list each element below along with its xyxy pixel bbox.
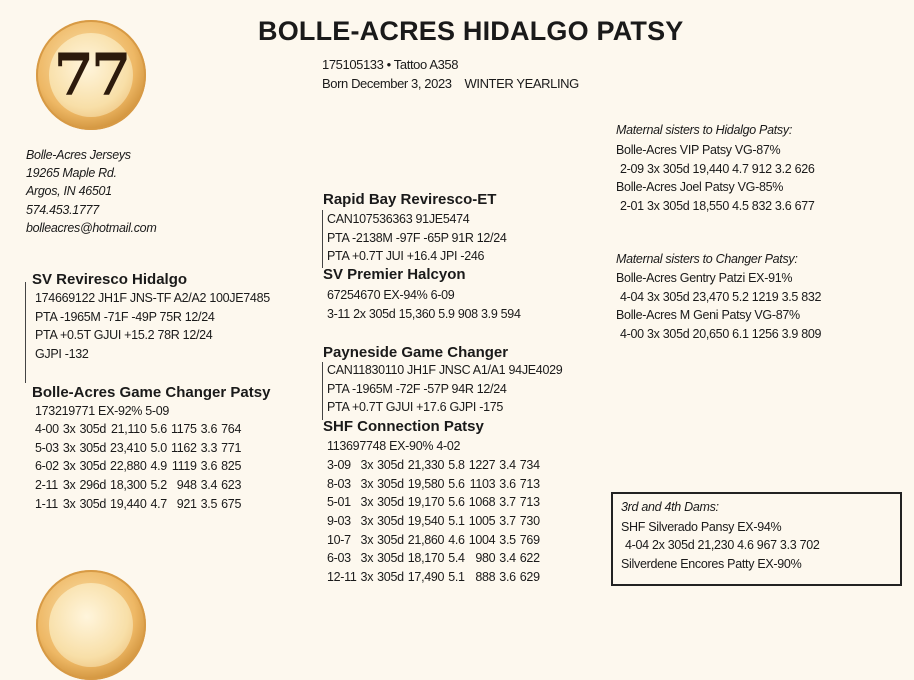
record-cell: 10-7 (327, 532, 351, 547)
record-cell: 3.5 (200, 496, 218, 511)
sire-details (35, 289, 270, 363)
dam-name: Bolle-Acres Game Changer Patsy (32, 384, 271, 401)
record-cell: 3.4 (499, 458, 516, 473)
age-class: WINTER YEARLING (464, 76, 579, 91)
lot-number: 77 (53, 41, 129, 109)
breeder-address: 19265 Maple Rd. (26, 166, 117, 181)
dam-dam-record-row (327, 549, 544, 568)
record-cell: 12-11 (327, 569, 357, 584)
third-dam-record: 4-04 2x 305d 21,230 4.6 967 3.3 702 (625, 538, 820, 552)
record-cell: 305d (79, 440, 107, 455)
record-cell: 18,170 (407, 551, 445, 566)
record-cell: 730 (519, 514, 540, 529)
breeder-name: Bolle-Acres Jerseys (26, 148, 131, 162)
dam-dam-record-row (327, 568, 544, 587)
record-cell: 1175 (170, 422, 197, 437)
sire-sire-line: PTA -2138M -97F -65P 91R 12/24 (327, 230, 507, 245)
dam-dam-record-row (327, 512, 544, 531)
record-cell: 3x (62, 478, 76, 493)
record-cell: 1-11 (35, 496, 58, 511)
record-cell: 3.3 (200, 440, 218, 455)
sister-record: 4-04 3x 305d 23,470 5.2 1219 3.5 832 (620, 289, 822, 304)
record-cell: 305d (377, 514, 404, 529)
record-cell: 305d (377, 476, 404, 491)
record-cell: 713 (519, 495, 540, 510)
sire-dam-line: 67254670 EX-94% 6-09 (327, 288, 455, 302)
record-cell: 888 (475, 569, 496, 584)
record-cell: 4.7 (150, 496, 167, 511)
record-cell: 5.1 (448, 569, 465, 584)
dam-dam-name: SHF Connection Patsy (323, 418, 484, 435)
record-cell: 5-01 (327, 495, 351, 510)
dam-records (35, 420, 245, 513)
record-cell: 5.0 (150, 440, 167, 455)
record-cell: 4.9 (150, 459, 167, 474)
birth-info (322, 76, 579, 91)
record-cell: 825 (221, 459, 242, 474)
record-cell: 5.2 (150, 478, 167, 493)
breeder-email[interactable]: bolleacres@hotmail.com (26, 220, 157, 235)
record-cell: 6-03 (327, 551, 351, 566)
dam-dam-id-line: 113697748 EX-90% 4-02 (327, 439, 461, 453)
record-cell: 305d (377, 532, 404, 547)
sire-dam-details (327, 286, 521, 323)
record-cell: 3x (360, 476, 374, 491)
dam-sire-bracket (322, 362, 323, 420)
record-cell: 1004 (468, 532, 496, 547)
sister-record: 2-09 3x 305d 19,440 4.7 912 3.2 626 (620, 161, 815, 176)
record-cell: 3.7 (499, 495, 516, 510)
record-cell: 3x (360, 532, 374, 547)
record-cell: 764 (221, 422, 242, 437)
record-cell: 305d (377, 551, 404, 566)
record-cell: 629 (519, 569, 540, 584)
record-cell: 921 (176, 496, 197, 511)
dam-sire-line: PTA +0.7T GJUI +17.6 GJPI -175 (327, 400, 504, 414)
dam-dam-record-row (327, 475, 544, 494)
record-cell: 3.7 (499, 514, 516, 529)
breeder-contact (26, 146, 156, 237)
record-cell: 5.8 (448, 458, 465, 473)
record-cell: 1005 (468, 514, 496, 529)
record-cell: 622 (519, 551, 540, 566)
record-cell: 305d (79, 459, 107, 474)
record-cell: 8-03 (327, 476, 351, 491)
record-cell: 305d (377, 458, 404, 473)
record-cell: 3.6 (200, 459, 218, 474)
record-cell: 3x (62, 496, 76, 511)
record-cell: 1162 (170, 440, 197, 455)
dam-dam-record-row (327, 530, 544, 549)
dam-sire-name: Payneside Game Changer (323, 344, 509, 361)
record-cell: 1227 (468, 458, 496, 473)
third-fourth-dams-box (611, 492, 902, 586)
record-cell: 948 (176, 478, 197, 493)
dam-record-row (35, 476, 245, 495)
sire-bracket (25, 282, 26, 383)
record-cell: 3x (360, 551, 374, 566)
dam-sire-line: CAN11830110 JH1F JNSC A1/A1 94JE4029 (327, 363, 563, 377)
next-lot-badge (36, 570, 146, 680)
record-cell: 734 (519, 458, 540, 473)
sister-name: Bolle-Acres Joel Patsy VG-85% (616, 180, 784, 194)
record-cell: 3x (62, 459, 76, 474)
record-cell: 4.6 (448, 532, 465, 547)
record-cell: 19,440 (110, 496, 147, 511)
third-dam-name: SHF Silverado Pansy EX-94% (621, 520, 782, 534)
record-cell: 19,170 (407, 495, 445, 510)
breeder-phone[interactable]: 574.453.1777 (26, 202, 99, 217)
record-cell: 675 (221, 496, 242, 511)
record-cell: 3x (62, 440, 76, 455)
record-cell: 771 (221, 440, 242, 455)
record-cell: 19,540 (407, 514, 445, 529)
dam-dam-record-row (327, 456, 544, 475)
sire-line: PTA -1965M -71F -49P 75R 12/24 (35, 309, 215, 324)
registration-tattoo: 175105133 • Tattoo A358 (322, 57, 459, 72)
sister-name: Bolle-Acres M Geni Patsy VG-87% (616, 308, 800, 322)
sire-sire-line: CAN107536363 91JE5474 (327, 212, 470, 226)
lot-number-badge (36, 20, 146, 130)
dam-record-row (35, 439, 245, 458)
record-cell: 19,580 (407, 476, 445, 491)
sire-line: PTA +0.5T GJUI +15.2 78R 12/24 (35, 328, 213, 342)
record-cell: 3x (360, 495, 374, 510)
record-cell: 623 (221, 478, 242, 493)
sire-sire-name: Rapid Bay Reviresco-ET (323, 191, 497, 208)
record-cell: 3x (360, 569, 374, 584)
record-cell: 305d (377, 495, 404, 510)
record-cell: 3.4 (499, 551, 516, 566)
sire-dam-line: 3-11 2x 305d 15,360 5.9 908 3.9 594 (327, 306, 521, 321)
dam-record-row (35, 420, 245, 439)
animal-name: BOLLE-ACRES HIDALGO PATSY (258, 16, 684, 46)
maternal-changer-heading: Maternal sisters to Changer Patsy: (616, 252, 798, 266)
record-cell: 2-11 (35, 478, 58, 493)
record-cell: 22,880 (110, 459, 147, 474)
record-cell: 1068 (468, 495, 496, 510)
record-cell: 5-03 (35, 440, 59, 455)
fourth-dam-name: Silverdene Encores Patty EX-90% (621, 557, 802, 571)
record-cell: 5.6 (448, 495, 465, 510)
sister-record: 2-01 3x 305d 18,550 4.5 832 3.6 677 (620, 198, 815, 213)
maternal-changer-list (616, 269, 821, 343)
record-cell: 21,330 (407, 458, 445, 473)
record-cell: 3.6 (200, 422, 218, 437)
dam-sire-details (327, 361, 562, 417)
record-cell: 18,300 (110, 478, 147, 493)
dam-record-row (35, 494, 245, 513)
sire-name: SV Reviresco Hidalgo (32, 271, 188, 288)
sire-sire-line: PTA +0.7T JUI +16.4 JPI -246 (327, 249, 485, 263)
sister-record: 4-00 3x 305d 20,650 6.1 1256 3.9 809 (620, 326, 822, 341)
record-cell: 713 (519, 476, 540, 491)
record-cell: 21,110 (110, 422, 147, 437)
dam-sire-line: PTA -1965M -72F -57P 94R 12/24 (327, 381, 507, 396)
record-cell: 3.5 (499, 532, 516, 547)
born-date: Born December 3, 2023 (322, 76, 452, 91)
record-cell: 6-02 (35, 459, 59, 474)
record-cell: 3x (62, 422, 76, 437)
record-cell: 9-03 (327, 514, 351, 529)
record-cell: 4-00 (35, 422, 59, 437)
record-cell: 1103 (469, 476, 496, 491)
record-cell: 980 (475, 551, 496, 566)
sire-line: 174669122 JH1F JNS-TF A2/A2 100JE7485 (35, 291, 270, 305)
record-cell: 305d (79, 422, 107, 437)
record-cell: 5.6 (150, 422, 167, 437)
sister-name: Bolle-Acres VIP Patsy VG-87% (616, 143, 781, 157)
record-cell: 3.6 (499, 569, 516, 584)
dam-record-row (35, 457, 245, 476)
record-cell: 3.4 (200, 478, 218, 493)
record-cell: 305d (79, 496, 107, 511)
record-cell: 3.6 (499, 476, 516, 491)
record-cell: 5.1 (448, 514, 465, 529)
sire-line: GJPI -132 (35, 346, 89, 361)
record-cell: 3x (360, 514, 374, 529)
maternal-hidalgo-list (616, 141, 815, 215)
dam-dam-records (327, 456, 544, 586)
sire-dam-name: SV Premier Halcyon (323, 266, 466, 283)
record-cell: 23,410 (110, 440, 147, 455)
record-cell: 5.6 (448, 476, 465, 491)
sire-sire-bracket (322, 210, 323, 268)
sister-name: Bolle-Acres Gentry Patzi EX-91% (616, 271, 793, 285)
record-cell: 5.4 (448, 551, 465, 566)
record-cell: 305d (377, 569, 404, 584)
maternal-hidalgo-heading: Maternal sisters to Hidalgo Patsy: (616, 123, 792, 137)
record-cell: 17,490 (407, 569, 445, 584)
dams-box-heading: 3rd and 4th Dams: (621, 500, 719, 514)
record-cell: 21,860 (407, 532, 445, 547)
record-cell: 3-09 (327, 458, 351, 473)
dam-dam-record-row (327, 493, 544, 512)
record-cell: 1119 (171, 459, 197, 474)
record-cell: 769 (519, 532, 540, 547)
dam-id-line: 173219771 EX-92% 5-09 (35, 404, 170, 418)
record-cell: 296d (79, 478, 107, 493)
breeder-city: Argos, IN 46501 (26, 184, 112, 199)
record-cell: 3x (360, 458, 374, 473)
sire-sire-details (327, 210, 507, 266)
